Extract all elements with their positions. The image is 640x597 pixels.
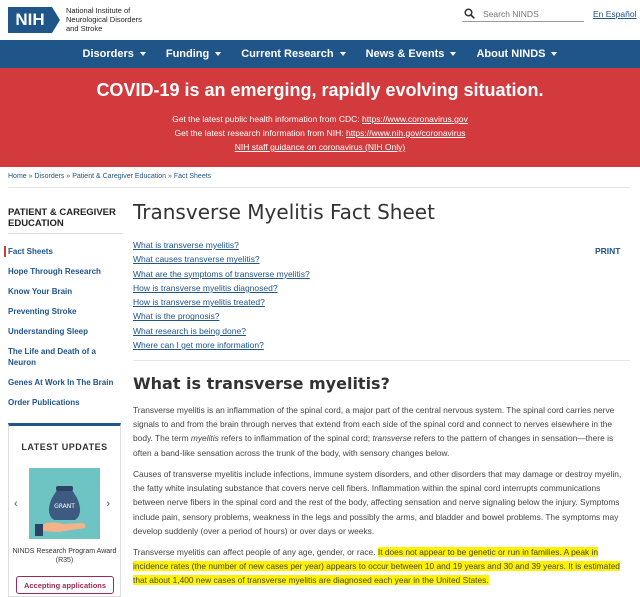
nih-coronavirus-link[interactable]: https://www.nih.gov/coronavirus	[345, 128, 466, 138]
sidebar	[8, 207, 123, 408]
nav-label: Disorders	[82, 48, 134, 60]
divider	[8, 233, 123, 234]
divider	[8, 187, 630, 188]
spanish-link[interactable]: En Español	[593, 9, 637, 19]
nav-label: Funding	[165, 48, 210, 60]
print-button[interactable]: PRINT	[595, 246, 621, 256]
sidebar-item-understanding-sleep[interactable]: Understanding Sleep	[8, 327, 89, 336]
nav-disorders[interactable]	[83, 48, 146, 60]
top-header	[0, 0, 640, 40]
accepting-applications-button[interactable]: Accepting applications	[16, 576, 114, 594]
nih-logo[interactable]	[8, 6, 151, 33]
chevron-down-icon	[551, 52, 557, 56]
paragraph-text: Transverse myelitis can affect people of any age, gender, or race.	[133, 547, 378, 557]
sidebar-title: PATIENT & CAREGIVER EDUCATION	[8, 207, 116, 229]
toc-link[interactable]: How is transverse myelitis treated?	[133, 297, 265, 308]
toc-link[interactable]: What is transverse myelitis?	[133, 240, 239, 250]
main-nav	[0, 40, 640, 68]
breadcrumb-fact-sheets[interactable]: Fact Sheets	[173, 173, 212, 180]
nav-about[interactable]	[476, 48, 557, 60]
covid-title: COVID-19 is an emerging, rapidly evolving situation.	[96, 80, 544, 100]
table-of-contents	[133, 238, 310, 352]
chevron-down-icon	[340, 52, 346, 56]
emphasis-term: transverse	[372, 433, 412, 444]
sidebar-item-hope-through-research[interactable]: Hope Through Research	[8, 267, 101, 276]
chevron-down-icon	[215, 52, 221, 56]
covid-cdc-text: Get the latest public health information from CDC:	[172, 114, 363, 124]
covid-nih-line	[0, 128, 640, 138]
covid-staff-line	[0, 142, 640, 152]
grant-illustration[interactable]	[29, 468, 100, 539]
sidebar-item-genes-at-work[interactable]: Genes At Work In The Brain	[8, 378, 114, 387]
nav-funding[interactable]	[166, 48, 221, 60]
chevron-left-icon[interactable]: ‹	[14, 498, 18, 510]
paragraph-text: Transverse myelitis is an inflammation of the spinal cord, a major part of the central nervous system. The spinal cord carries nerve signals to and from the brain through nerves that extend from each side of the spinal cord and connect to nerves elsewhere in the body. The term	[133, 405, 615, 444]
toc-link[interactable]: How is transverse myelitis diagnosed?	[133, 282, 278, 293]
nav-label: Current Research	[241, 48, 334, 60]
emphasis-term: myelitis	[190, 433, 219, 444]
award-title[interactable]: NINDS Research Program Award (R35)	[12, 548, 117, 564]
nav-label: About NINDS	[476, 48, 546, 60]
covid-nih-text: Get the latest research information from NIH:	[174, 128, 346, 138]
section-heading: What is transverse myelitis?	[133, 374, 390, 393]
breadcrumb: Home » Disorders » Patient & Caregiver Education » Fact Sheets	[8, 173, 212, 180]
grant-label: GRANT	[54, 503, 75, 510]
breadcrumb-disorders[interactable]: Disorders	[34, 173, 65, 180]
nav-current-research[interactable]	[241, 48, 345, 60]
highlighted-text: It does not appear to be genetic or run in families. A peak in incidence rates (the number of new cases per year) appears to occur between 10 and 19 years and 30 and 39 years. It is estimated that about 1,400 new cases of transverse myelitis are diagnosed each year in the United States.	[133, 547, 620, 586]
nih-logo-mark: NIH	[8, 7, 52, 33]
toc-link[interactable]: What are the symptoms of transverse myelitis?	[133, 268, 310, 279]
main-content	[133, 200, 630, 586]
paragraph-definition	[133, 403, 626, 460]
staff-guidance-link[interactable]: NIH staff guidance on coronavirus (NIH Only)	[234, 142, 406, 152]
sidebar-item-fact-sheets[interactable]: Fact Sheets	[4, 246, 123, 257]
page-title: Transverse Myelitis Fact Sheet	[133, 200, 435, 224]
covid-cdc-line	[0, 114, 640, 124]
toc-link[interactable]: What causes transverse myelitis?	[133, 254, 260, 265]
search-input[interactable]	[483, 9, 583, 19]
nav-label: News & Events	[365, 48, 445, 60]
sidebar-item-order-publications[interactable]: Order Publications	[8, 398, 80, 407]
paragraph-incidence	[133, 545, 626, 588]
toc-link[interactable]: What is the prognosis?	[133, 311, 220, 322]
latest-updates-title: LATEST UPDATES	[21, 442, 108, 452]
sidebar-item-life-death-neuron[interactable]: The Life and Death of a Neuron	[8, 347, 97, 367]
paragraph-text: refers to inflammation of the spinal cord;	[218, 433, 373, 444]
toc-link[interactable]: What research is being done?	[133, 325, 246, 336]
chevron-down-icon	[450, 52, 456, 56]
breadcrumb-home[interactable]: Home	[8, 173, 27, 180]
covid-banner	[0, 68, 640, 167]
chevron-right-icon[interactable]: ›	[106, 498, 110, 510]
cdc-link[interactable]: https://www.coronavirus.gov	[362, 114, 468, 124]
divider	[133, 360, 630, 361]
paragraph-text: refers to the pattern of changes in sensation—there is often a band-like sensation across the trunk of the body, with sensory changes below.	[133, 433, 614, 458]
paragraph-causes: Causes of transverse myelitis include infections, immune system disorders, and other disorders that may damage or destroy myelin, the fatty white insulating substance that covers nerve cell fibers. Inflammation within the spinal cord interrupts communications between nerve fibers in the spinal cord and the rest of the body, affecting sensation and nerve signaling below the injury. Symptoms include pain, sensory problems, weakness in the legs and possibly the arms, and bladder and bowel problems. The symptoms may develop suddenly (over a period of hours) or over days or weeks.	[133, 469, 622, 536]
institute-name: National Institute of Neurological Disorders and Stroke	[66, 6, 142, 33]
breadcrumb-education[interactable]: Patient & Caregiver Education	[72, 173, 167, 180]
chevron-down-icon	[140, 52, 146, 56]
sidebar-item-preventing-stroke[interactable]: Preventing Stroke	[8, 307, 77, 316]
toc-link[interactable]: Where can I get more information?	[133, 340, 264, 351]
latest-updates-card	[8, 423, 121, 597]
search-bar	[462, 6, 584, 22]
search-icon[interactable]	[464, 8, 475, 19]
sidebar-item-know-your-brain[interactable]: Know Your Brain	[8, 287, 73, 296]
nav-news-events[interactable]	[366, 48, 457, 60]
